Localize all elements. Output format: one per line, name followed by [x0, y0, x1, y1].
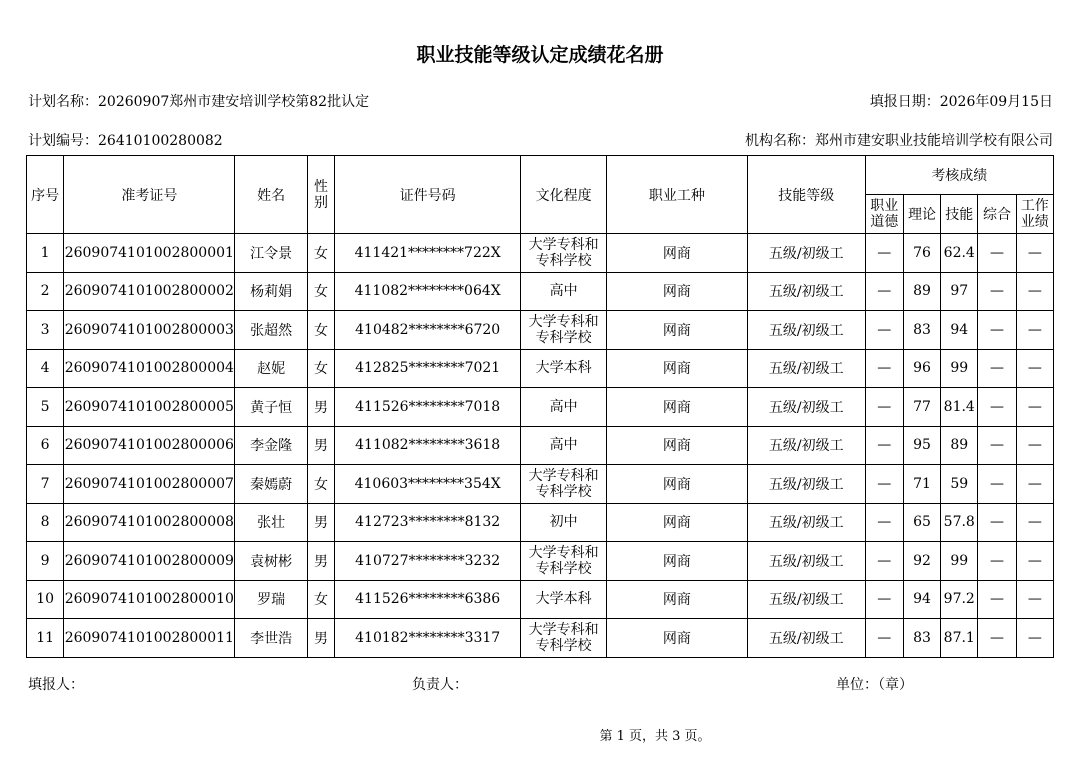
cell-theory: 83 — [903, 619, 940, 658]
cell-seq: 4 — [27, 349, 64, 388]
table-row — [27, 234, 1054, 273]
cell-ticket: 2609074101002800005 — [64, 388, 235, 427]
cell-name: 秦嫣蔚 — [235, 465, 307, 504]
cell-skill: 62.4 — [941, 234, 978, 273]
cell-id-no: 411421********722X — [335, 234, 521, 273]
cell-education-line1: 初中 — [549, 514, 578, 531]
cell-skill: 87.1 — [941, 619, 978, 658]
header-name: 姓名 — [235, 156, 307, 234]
cell-seq: 2 — [27, 272, 64, 311]
cell-work-perf: — — [1016, 272, 1053, 311]
cell-level: 五级/初级工 — [747, 388, 865, 427]
plan-name-label: 计划名称： — [28, 94, 98, 110]
cell-level: 五级/初级工 — [747, 503, 865, 542]
cell-skill: 94 — [941, 311, 978, 350]
cell-work-perf: — — [1016, 580, 1053, 619]
cell-gender: 男 — [307, 619, 334, 658]
cell-overall: — — [978, 311, 1016, 350]
cell-occupation: 网商 — [606, 272, 747, 311]
cell-name: 江令景 — [235, 234, 307, 273]
cell-ethics: — — [865, 272, 903, 311]
cell-ethics: — — [865, 388, 903, 427]
header-level: 技能等级 — [747, 156, 865, 234]
plan-name-value: 20260907郑州市建安培训学校第82批认定 — [98, 94, 370, 110]
cell-level: 五级/初级工 — [747, 349, 865, 388]
cell-ethics: — — [865, 503, 903, 542]
table-row — [27, 619, 1054, 658]
cell-name: 李世浩 — [235, 619, 307, 658]
header-work-perf — [1016, 195, 1053, 234]
cell-skill: 97 — [941, 272, 978, 311]
cell-work-perf: — — [1016, 542, 1053, 581]
cell-overall: — — [978, 426, 1016, 465]
cell-seq: 10 — [27, 580, 64, 619]
cell-ticket: 2609074101002800003 — [64, 311, 235, 350]
cell-education — [521, 542, 607, 581]
cell-education — [521, 349, 607, 388]
cell-seq: 9 — [27, 542, 64, 581]
cell-theory: 65 — [903, 503, 940, 542]
cell-gender: 男 — [307, 503, 334, 542]
cell-work-perf: — — [1016, 619, 1053, 658]
cell-seq: 6 — [27, 426, 64, 465]
cell-id-no: 410482********6720 — [335, 311, 521, 350]
cell-work-perf: — — [1016, 426, 1053, 465]
cell-seq: 7 — [27, 465, 64, 504]
cell-gender: 男 — [307, 426, 334, 465]
cell-level: 五级/初级工 — [747, 272, 865, 311]
cell-education-line2: 专科学校 — [535, 560, 592, 577]
cell-education-line1: 大学专科和 — [528, 621, 599, 638]
cell-education — [521, 311, 607, 350]
cell-gender: 女 — [307, 272, 334, 311]
cell-education — [521, 580, 607, 619]
cell-ticket: 2609074101002800006 — [64, 426, 235, 465]
cell-gender: 男 — [307, 388, 334, 427]
table-row — [27, 349, 1054, 388]
cell-theory: 96 — [903, 349, 940, 388]
cell-id-no: 412825********7021 — [335, 349, 521, 388]
cell-ethics: — — [865, 542, 903, 581]
header-gender-text: 性别 — [313, 178, 328, 211]
cell-ethics: — — [865, 619, 903, 658]
header-seq: 序号 — [27, 156, 64, 234]
table-row — [27, 388, 1054, 427]
cell-level: 五级/初级工 — [747, 234, 865, 273]
page-number: 第 1 页，共 3 页。 — [599, 729, 711, 744]
roster-body — [27, 234, 1054, 658]
cell-ethics: — — [865, 234, 903, 273]
cell-level: 五级/初级工 — [747, 465, 865, 504]
cell-ticket: 2609074101002800002 — [64, 272, 235, 311]
cell-ethics: — — [865, 465, 903, 504]
cell-ethics: — — [865, 426, 903, 465]
footer-responsible: 负责人： — [412, 677, 468, 693]
cell-level: 五级/初级工 — [747, 426, 865, 465]
report-date-label: 填报日期： — [869, 94, 940, 110]
cell-education-line2: 专科学校 — [535, 252, 592, 269]
cell-ticket: 2609074101002800010 — [64, 580, 235, 619]
header-theory: 理论 — [903, 195, 940, 234]
header-id-no: 证件号码 — [335, 156, 521, 234]
cell-theory: 77 — [903, 388, 940, 427]
cell-education-line1: 大学本科 — [535, 591, 592, 608]
document-title: 职业技能等级认定成绩花名册 — [416, 44, 664, 66]
cell-id-no: 411526********7018 — [335, 388, 521, 427]
table-row — [27, 542, 1054, 581]
cell-education-line1: 大学本科 — [535, 360, 592, 377]
cell-occupation: 网商 — [606, 580, 747, 619]
cell-seq: 8 — [27, 503, 64, 542]
cell-overall: — — [978, 388, 1016, 427]
score-roster-table — [26, 155, 1054, 658]
cell-skill: 97.2 — [941, 580, 978, 619]
cell-seq: 1 — [27, 234, 64, 273]
cell-name: 张壮 — [235, 503, 307, 542]
cell-education — [521, 272, 607, 311]
cell-theory: 83 — [903, 311, 940, 350]
cell-ticket: 2609074101002800004 — [64, 349, 235, 388]
cell-education-line1: 高中 — [549, 398, 578, 415]
cell-occupation: 网商 — [606, 349, 747, 388]
header-ticket: 准考证号 — [64, 156, 235, 234]
cell-overall: — — [978, 542, 1016, 581]
cell-education-line1: 大学专科和 — [528, 467, 599, 484]
cell-ticket: 2609074101002800007 — [64, 465, 235, 504]
cell-name: 李金隆 — [235, 426, 307, 465]
cell-education-line2: 专科学校 — [535, 329, 592, 346]
header-scores: 考核成绩 — [865, 156, 1053, 195]
cell-ethics: — — [865, 580, 903, 619]
cell-work-perf: — — [1016, 503, 1053, 542]
footer-unit: 单位：（章） — [836, 677, 913, 693]
cell-gender: 女 — [307, 465, 334, 504]
header-occupation: 职业工种 — [606, 156, 747, 234]
cell-gender: 女 — [307, 311, 334, 350]
cell-overall: — — [978, 503, 1016, 542]
table-row — [27, 465, 1054, 504]
table-row — [27, 503, 1054, 542]
org-value: 郑州市建安职业技能培训学校有限公司 — [815, 133, 1053, 149]
header-skill: 技能 — [941, 195, 978, 234]
cell-education — [521, 619, 607, 658]
cell-skill: 59 — [941, 465, 978, 504]
table-row — [27, 580, 1054, 619]
plan-name-line — [28, 91, 369, 111]
cell-skill: 99 — [941, 542, 978, 581]
header-overall: 综合 — [978, 195, 1016, 234]
cell-work-perf: — — [1016, 388, 1053, 427]
header-ethics — [865, 195, 903, 234]
cell-occupation: 网商 — [606, 503, 747, 542]
cell-name: 罗瑞 — [235, 580, 307, 619]
cell-education — [521, 426, 607, 465]
cell-ticket: 2609074101002800008 — [64, 503, 235, 542]
cell-name: 黄子恒 — [235, 388, 307, 427]
cell-work-perf: — — [1016, 349, 1053, 388]
cell-work-perf: — — [1016, 465, 1053, 504]
cell-id-no: 411082********3618 — [335, 426, 521, 465]
cell-occupation: 网商 — [606, 388, 747, 427]
cell-id-no: 412723********8132 — [335, 503, 521, 542]
cell-theory: 94 — [903, 580, 940, 619]
cell-seq: 5 — [27, 388, 64, 427]
cell-education-line1: 大学专科和 — [528, 544, 599, 561]
cell-education-line1: 高中 — [549, 437, 578, 454]
plan-no-value: 26410100280082 — [98, 133, 223, 149]
cell-ticket: 2609074101002800011 — [64, 619, 235, 658]
cell-gender: 女 — [307, 580, 334, 619]
cell-ethics: — — [865, 311, 903, 350]
cell-skill: 89 — [941, 426, 978, 465]
cell-skill: 81.4 — [941, 388, 978, 427]
plan-no-line — [28, 130, 223, 150]
cell-education — [521, 503, 607, 542]
cell-gender: 男 — [307, 542, 334, 581]
cell-ticket: 2609074101002800001 — [64, 234, 235, 273]
cell-name: 赵妮 — [235, 349, 307, 388]
table-row — [27, 426, 1054, 465]
report-date-value: 2026年09月15日 — [939, 94, 1053, 110]
org-label: 机构名称： — [745, 133, 815, 149]
cell-education — [521, 465, 607, 504]
cell-overall: — — [978, 349, 1016, 388]
cell-occupation: 网商 — [606, 426, 747, 465]
cell-education-line2: 专科学校 — [535, 637, 592, 654]
cell-seq: 11 — [27, 619, 64, 658]
cell-theory: 92 — [903, 542, 940, 581]
cell-occupation: 网商 — [606, 465, 747, 504]
cell-id-no: 411082********064X — [335, 272, 521, 311]
table-row — [27, 311, 1054, 350]
cell-work-perf: — — [1016, 234, 1053, 273]
cell-gender: 女 — [307, 234, 334, 273]
cell-theory: 76 — [903, 234, 940, 273]
cell-seq: 3 — [27, 311, 64, 350]
cell-ticket: 2609074101002800009 — [64, 542, 235, 581]
cell-name: 杨莉娟 — [235, 272, 307, 311]
footer-reporter: 填报人： — [28, 677, 84, 693]
cell-occupation: 网商 — [606, 542, 747, 581]
header-ethics-text: 职业道德 — [870, 198, 899, 230]
cell-education — [521, 388, 607, 427]
cell-overall: — — [978, 272, 1016, 311]
cell-occupation: 网商 — [606, 311, 747, 350]
cell-overall: — — [978, 619, 1016, 658]
cell-work-perf: — — [1016, 311, 1053, 350]
cell-skill: 57.8 — [941, 503, 978, 542]
cell-education-line1: 大学专科和 — [528, 313, 599, 330]
org-line — [745, 130, 1053, 150]
cell-overall: — — [978, 234, 1016, 273]
cell-skill: 99 — [941, 349, 978, 388]
cell-theory: 95 — [903, 426, 940, 465]
cell-ethics: — — [865, 349, 903, 388]
plan-no-label: 计划编号： — [28, 133, 98, 149]
cell-education-line1: 高中 — [549, 283, 578, 300]
cell-level: 五级/初级工 — [747, 619, 865, 658]
cell-id-no: 410603********354X — [335, 465, 521, 504]
cell-education — [521, 234, 607, 273]
cell-occupation: 网商 — [606, 619, 747, 658]
cell-occupation: 网商 — [606, 234, 747, 273]
report-date-line — [870, 91, 1053, 111]
cell-name: 张超然 — [235, 311, 307, 350]
header-gender — [307, 156, 334, 234]
table-row — [27, 272, 1054, 311]
cell-id-no: 410727********3232 — [335, 542, 521, 581]
header-work-perf-text: 工作业绩 — [1020, 198, 1049, 230]
cell-overall: — — [978, 580, 1016, 619]
cell-theory: 71 — [903, 465, 940, 504]
cell-name: 袁树彬 — [235, 542, 307, 581]
cell-gender: 女 — [307, 349, 334, 388]
cell-level: 五级/初级工 — [747, 542, 865, 581]
cell-education-line1: 大学专科和 — [528, 236, 599, 253]
cell-level: 五级/初级工 — [747, 580, 865, 619]
cell-level: 五级/初级工 — [747, 311, 865, 350]
header-education: 文化程度 — [521, 156, 607, 234]
cell-overall: — — [978, 465, 1016, 504]
cell-education-line2: 专科学校 — [535, 483, 592, 500]
cell-id-no: 411526********6386 — [335, 580, 521, 619]
cell-theory: 89 — [903, 272, 940, 311]
cell-id-no: 410182********3317 — [335, 619, 521, 658]
